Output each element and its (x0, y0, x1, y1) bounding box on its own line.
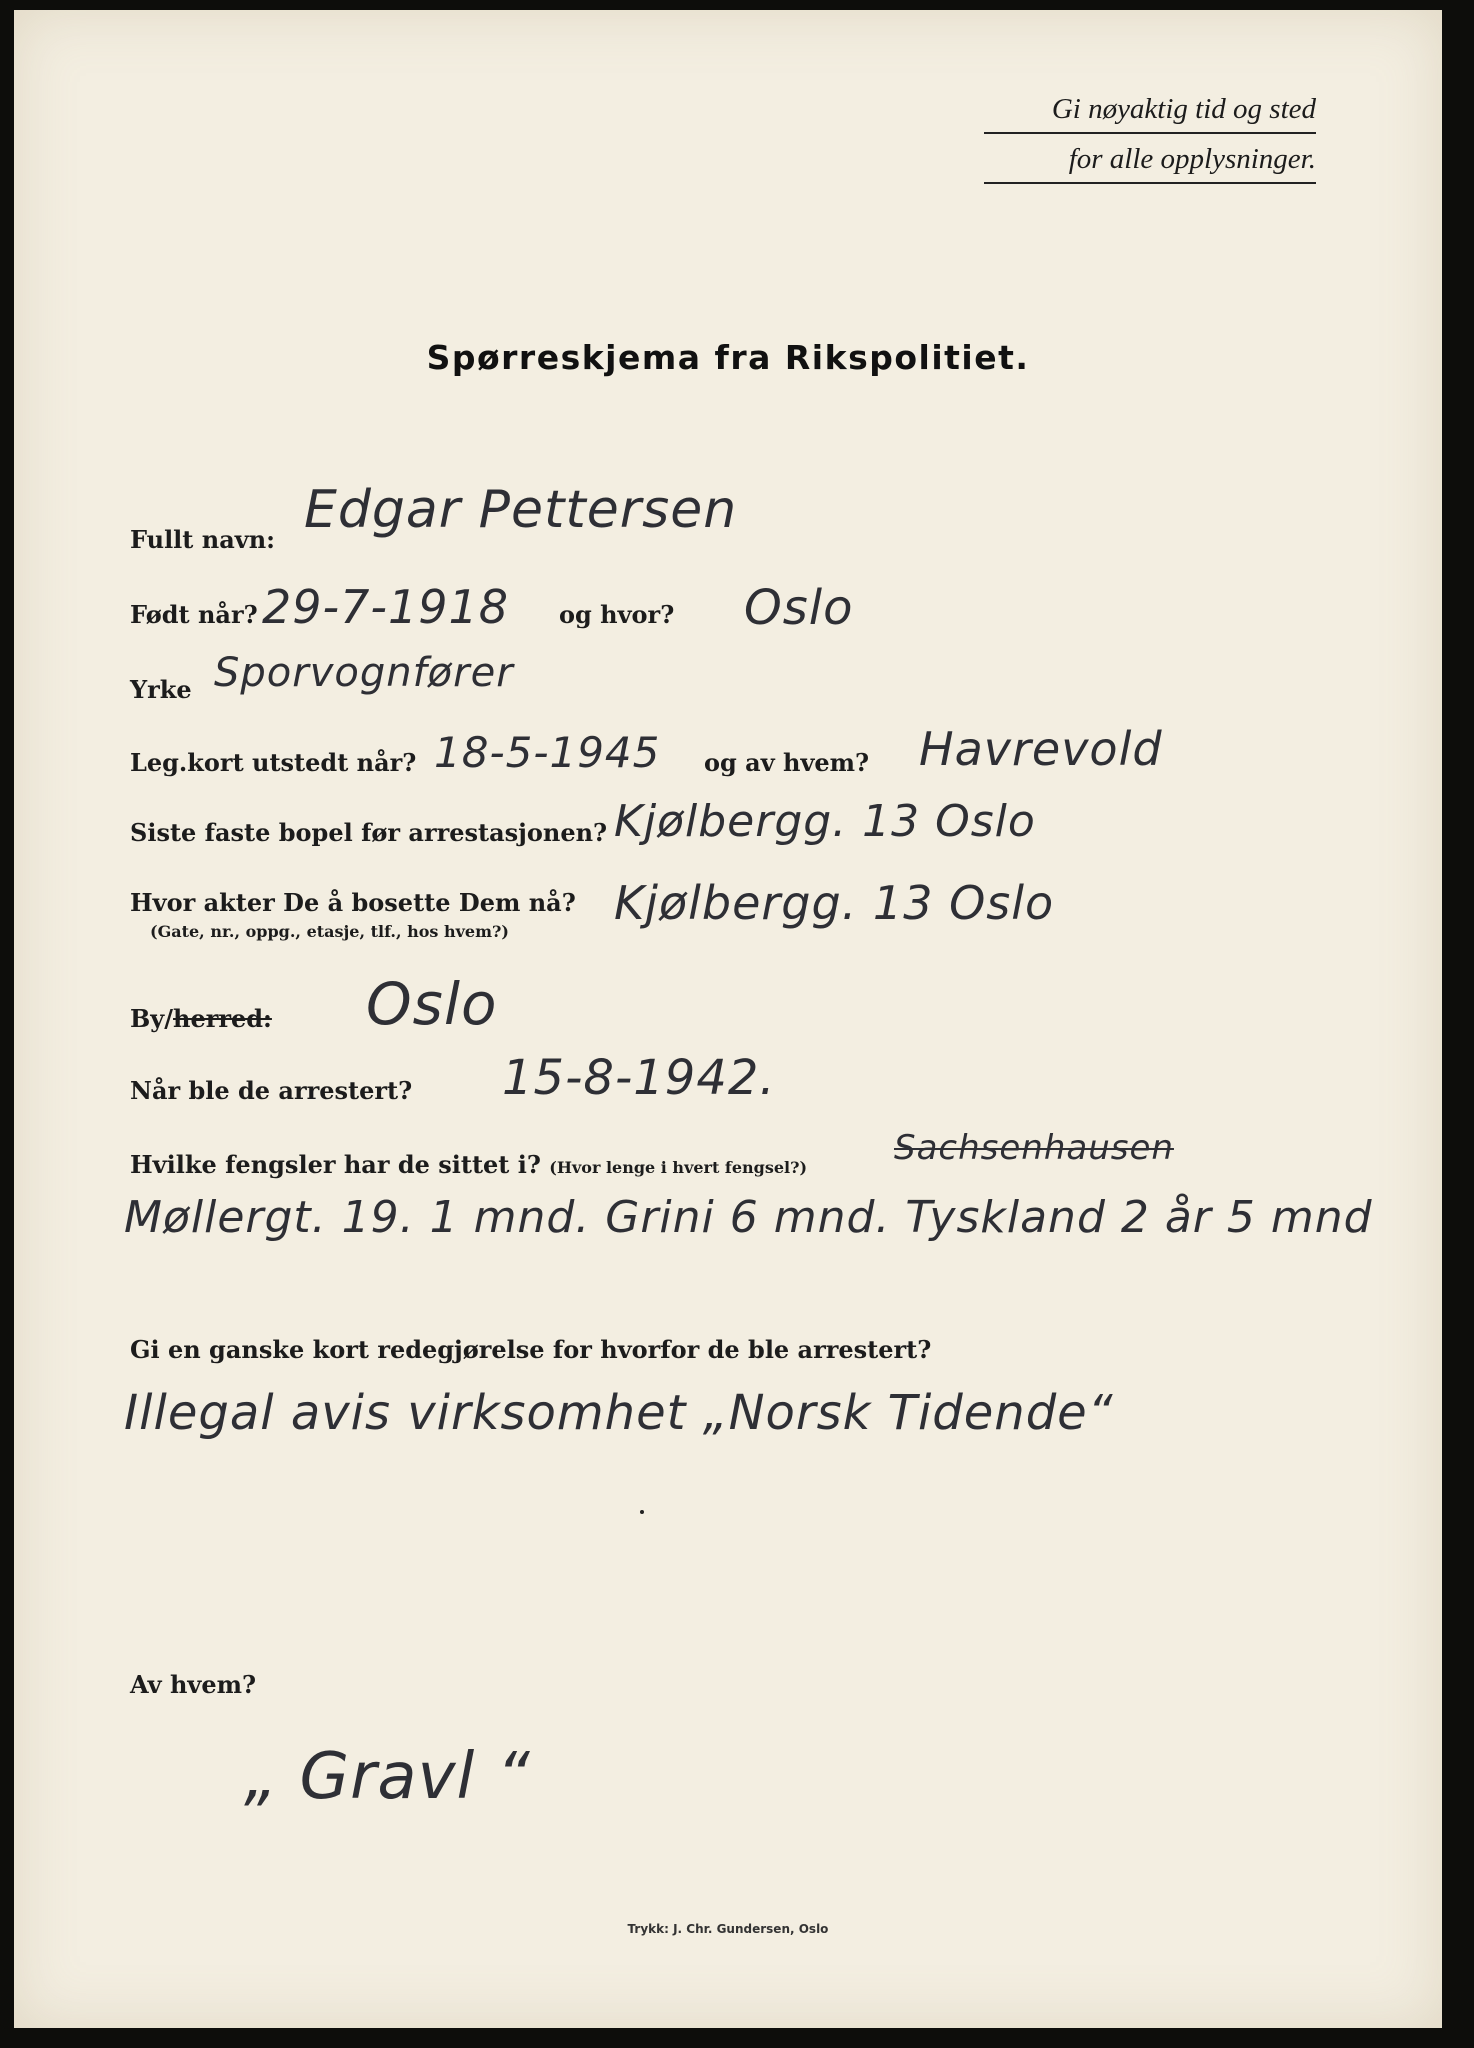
corner-instruction-note (984, 88, 1316, 184)
answer-born-place: Oslo (744, 580, 854, 636)
label-born-when: Født når? (130, 600, 258, 629)
label-settle: Hvor akter De å bosette Dem nå? (130, 888, 576, 917)
label-city-herred-struck: herred: (173, 1004, 272, 1033)
label-born-where: og hvor? (559, 600, 675, 629)
label-full-name: Fullt navn: (130, 525, 275, 554)
instruction-line-2: for alle opplysninger. (984, 138, 1316, 184)
answer-last-address: Kjølbergg. 13 Oslo (614, 796, 1036, 847)
printer-imprint: Trykk: J. Chr. Gundersen, Oslo (627, 1922, 829, 1936)
label-prisons-question: Hvilke fengsler har de sittet i? (130, 1150, 541, 1179)
answer-occupation: Sporvognfører (214, 650, 514, 696)
answer-full-name: Edgar Pettersen (304, 480, 738, 540)
label-settle-hint: (Gate, nr., oppg., etasje, tlf., hos hvem?) (150, 922, 509, 941)
label-id-by: og av hvem? (704, 748, 870, 777)
answer-id-issuer: Havrevold (919, 722, 1163, 776)
ink-dot (640, 1510, 644, 1514)
label-city-by: By/ (130, 1004, 173, 1033)
label-prisons (130, 1150, 807, 1179)
label-city (130, 1004, 272, 1033)
answer-prisons: Møllergt. 19. 1 mnd. Grini 6 mnd. Tyskland 2 år 5 mnd (124, 1192, 1373, 1243)
answer-prisons-struck: Sachsenhausen (894, 1128, 1174, 1168)
answer-born-date: 29-7-1918 (262, 580, 510, 634)
label-by-whom: Av hvem? (130, 1670, 257, 1699)
label-id-issued: Leg.kort utstedt når? (130, 748, 417, 777)
label-last-address: Siste faste bopel før arrestasjonen? (130, 818, 608, 847)
answer-reason: Illegal avis virksomhet „Norsk Tidende“ (124, 1385, 1114, 1441)
instruction-line-1: Gi nøyaktig tid og sted (984, 88, 1316, 134)
label-arrested-when: Når ble de arrestert? (130, 1076, 413, 1105)
answer-settle-address: Kjølbergg. 13 Oslo (614, 876, 1055, 930)
label-why-arrested: Gi en ganske kort redegjørelse for hvorfor de ble arrestert? (130, 1335, 932, 1364)
answer-city: Oslo (366, 970, 498, 1038)
questionnaire-sheet (14, 10, 1442, 2028)
form-title: Spørreskjema fra Rikspolitiet. (426, 338, 1030, 377)
answer-arrest-date: 15-8-1942. (502, 1050, 776, 1106)
label-prisons-hint: (Hvor lenge i hvert fengsel?) (549, 1158, 808, 1177)
label-occupation: Yrke (130, 675, 192, 704)
answer-by-whom: „ Gravl “ (244, 1740, 531, 1814)
answer-id-date: 18-5-1945 (434, 728, 661, 777)
